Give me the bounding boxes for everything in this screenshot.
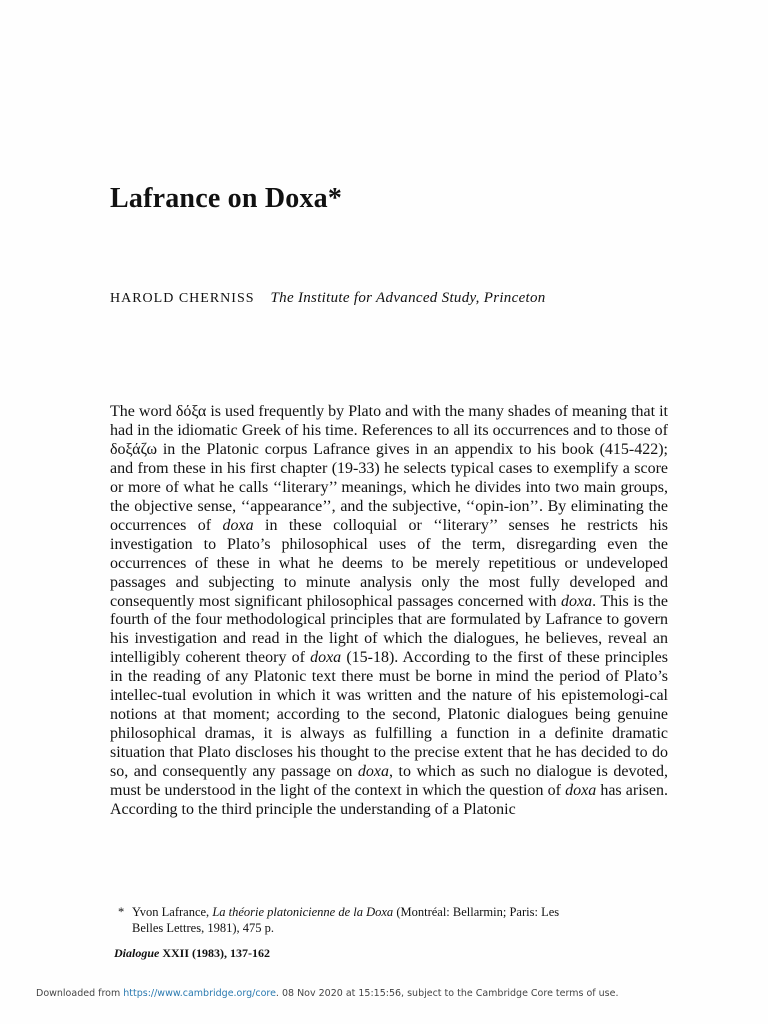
article-title: Lafrance on Doxa*: [110, 183, 343, 214]
body-text-3: in the Platonic corpus Lafrance gives in an appendix to his book (415-422); and from these in his first chapter (19-33) he selects typical cases to exemplify a score or more of what he calls ‘‘literary’’ meanings, which he divides into two main groups, the objective sense, ‘‘appearance’’, and the subjective, ‘‘opin-ion’’. By eliminating the occurrences of: [110, 440, 668, 534]
footnote-book-title: La théorie platonicienne de la Doxa: [212, 905, 394, 919]
download-suffix: . 08 Nov 2020 at 15:15:56, subject to the Cambridge Core terms of use.: [275, 988, 619, 999]
italic-term: doxa: [357, 763, 389, 781]
footnote: [118, 904, 668, 936]
byline: [110, 290, 670, 307]
journal-citation: [114, 946, 270, 961]
body-text-7: , to which as such no dialogue is devoted, must be understood in the light of the context in which the question of: [110, 763, 668, 800]
body-text-8: has arisen. According to the third principle the understanding of a Platonic: [110, 782, 668, 819]
author-affiliation: The Institute for Advanced Study, Princeton: [270, 290, 546, 306]
footnote-publisher: (Montréal: Bellarmin; Paris: Les: [393, 905, 560, 919]
body-text-6: (15-18). According to the first of these principles in the reading of any Platonic text there must be borne in mind the period of Plato’s intellec-tual evolution in which it was written and the nature of his epistemologi-cal notions at that moment; according to the second, Platonic dialogues being genuine philosophical dramas, it is always as fulfilling a function in a definite dramatic situation that Plato discloses his thought to the precise extent that he has decided to do so, and consequently any passage on: [110, 649, 668, 781]
footnote-text: Yvon Lafrance,: [132, 905, 213, 919]
italic-term: doxa: [222, 516, 254, 534]
body-paragraph: [110, 403, 668, 820]
body-text-5: . This is the fourth of the four methodological principles that are formulated by Lafrance to govern his investigation and read in the light of which the dialogues, he believes, reveal an intelligibly coherent theory of: [110, 592, 669, 667]
body-text-2: is used frequently by Plato and with the many shades of meaning that it had in the idiomatic Greek of his time. References to all its occurrences and to those of: [110, 403, 668, 439]
download-prefix: Downloaded from: [36, 988, 124, 999]
italic-term: doxa: [565, 782, 597, 800]
greek-term-doxa: δόξα: [175, 403, 207, 420]
greek-term-doxazo: δοξάζω: [110, 440, 158, 458]
cambridge-core-link[interactable]: https://www.cambridge.org/core: [123, 988, 276, 999]
download-notice: [36, 988, 618, 999]
journal-volume: XXII (1983), 137-162: [159, 946, 271, 960]
footnote-line-2: Belles Lettres, 1981), 475 p.: [132, 921, 274, 935]
italic-term: doxa: [310, 649, 342, 667]
body-text-1: The word: [110, 403, 176, 420]
journal-name: Dialogue: [114, 946, 160, 960]
footnote-mark: *: [118, 905, 125, 919]
body-text-4: in these colloquial or ‘‘literary’’ senses he restricts his investigation to Plato’s philosophical uses of the term, disregarding even the occurrences of these in what he deems to be merely repetitious or undeveloped passages and subjecting to minute analysis only the most fully developed and consequently most significant philosophical passages concerned with: [110, 516, 668, 610]
italic-term: doxa: [561, 592, 593, 610]
author-name: HAROLD CHERNISS: [110, 291, 255, 306]
